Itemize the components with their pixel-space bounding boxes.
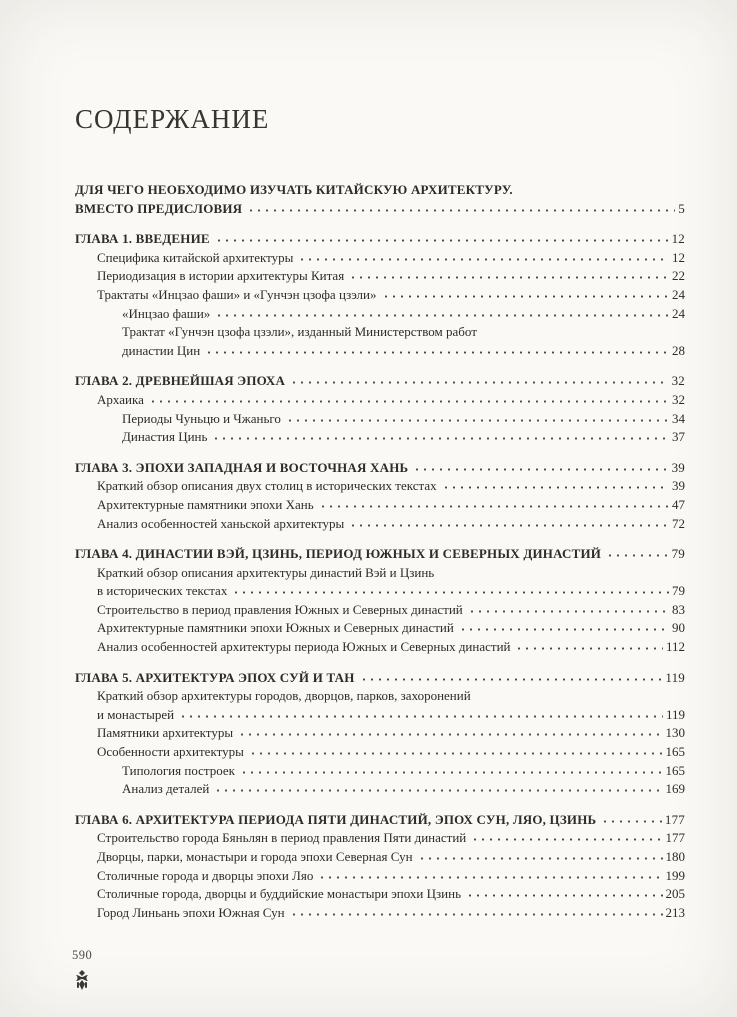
toc-page-number: 119 — [665, 706, 685, 722]
toc-entry-label: и монастырей — [97, 706, 175, 722]
dot-leader — [349, 518, 669, 528]
toc-entry-label: Особенности архитектуры — [97, 744, 244, 760]
toc-entry — [75, 249, 685, 268]
dot-leader — [238, 728, 662, 738]
toc-entry-label: Анализ деталей — [122, 781, 210, 797]
dot-leader — [247, 203, 675, 213]
dot-leader — [413, 462, 668, 472]
toc-entry — [75, 638, 685, 657]
toc-entry-label: «Инцзао фаши» — [122, 305, 211, 321]
toc-page-number: 213 — [665, 904, 685, 920]
dot-leader — [290, 376, 668, 386]
toc-entry-line — [97, 638, 685, 657]
toc-page-number: 34 — [672, 410, 685, 426]
toc-entry — [75, 286, 685, 305]
dot-leader — [601, 814, 662, 824]
page-content — [75, 0, 685, 922]
dot-leader — [382, 289, 670, 299]
toc-entry-line — [75, 669, 685, 688]
toc-list — [75, 181, 685, 922]
toc-page-number: 112 — [665, 639, 685, 655]
toc-page-number: 24 — [672, 286, 685, 302]
toc-entry-line — [122, 428, 685, 447]
toc-entry-label: Строительство в период правления Южных и Северных династий — [97, 601, 463, 617]
toc-page-number: 22 — [672, 268, 685, 284]
dot-leader — [214, 783, 662, 793]
toc-entry-line — [75, 230, 685, 249]
toc-entry — [75, 885, 685, 904]
toc-entry-label: Периодизация в истории архитектуры Китая — [97, 268, 345, 284]
toc-entry-label: династии Цин — [122, 342, 201, 358]
toc-entry-label: Династия Цинь — [122, 429, 208, 445]
dot-leader — [290, 907, 663, 917]
toc-entry-label: Анализ особенностей архитектуры периода Южных и Северных династий — [97, 639, 511, 655]
toc-page-number: 177 — [664, 811, 685, 827]
toc-entry — [75, 515, 685, 534]
toc-entry-label: Краткий обзор архитектуры городов, дворцов, парков, захоронений — [97, 688, 471, 704]
toc-entry — [75, 669, 685, 688]
toc-page-number: 83 — [672, 601, 685, 617]
toc-entry — [75, 564, 685, 601]
toc-entry-label: Краткий обзор описания двух столиц в исторических текстах — [97, 478, 437, 494]
toc-entry-line — [97, 619, 685, 638]
dot-leader — [471, 833, 662, 843]
toc-entry-line — [122, 342, 685, 361]
toc-entry-line — [75, 811, 685, 830]
dot-leader — [606, 548, 668, 558]
folio-number: 590 — [72, 948, 93, 962]
toc-page-number: 130 — [665, 725, 685, 741]
toc-entry-line — [97, 496, 685, 515]
toc-entry-label: Специфика китайской архитектуры — [97, 249, 294, 265]
toc-entry-line — [75, 200, 685, 219]
toc-entry — [75, 829, 685, 848]
toc-entry — [75, 496, 685, 515]
toc-page-number: 72 — [672, 515, 685, 531]
toc-page-number: 205 — [665, 886, 685, 902]
dot-leader — [205, 345, 669, 355]
toc-entry — [75, 724, 685, 743]
dot-leader — [232, 586, 669, 596]
toc-entry — [75, 811, 685, 830]
toc-entry-line — [122, 410, 685, 429]
toc-entry — [75, 904, 685, 923]
toc-page-number: 5 — [678, 200, 685, 216]
dot-leader — [466, 888, 663, 898]
toc-entry — [75, 323, 685, 360]
dot-leader — [459, 623, 669, 633]
toc-entry-label: ГЛАВА 3. ЭПОХИ ЗАПАДНАЯ И ВОСТОЧНАЯ ХАНЬ — [75, 459, 409, 475]
toc-entry-line — [97, 582, 685, 601]
toc-entry — [75, 230, 685, 249]
dot-leader — [298, 252, 669, 262]
dot-leader — [240, 765, 662, 775]
toc-entry-line — [97, 706, 685, 725]
toc-entry-line — [97, 724, 685, 743]
toc-entry — [75, 410, 685, 429]
toc-entry-label: Столичные города и дворцы эпохи Ляо — [97, 867, 314, 883]
toc-entry — [75, 867, 685, 886]
printers-mark-icon — [74, 969, 90, 991]
toc-page-number: 47 — [672, 496, 685, 512]
toc-entry-line — [75, 181, 685, 200]
toc-page-number: 24 — [672, 305, 685, 321]
toc-entry-label: Трактаты «Инцзао фаши» и «Гунчэн цзофа цзэли» — [97, 286, 377, 302]
toc-entry-label: Строительство города Бяньлян в период правления Пяти династий — [97, 830, 467, 846]
toc-entry-label: ГЛАВА 4. ДИНАСТИИ ВЭЙ, ЦЗИНЬ, ПЕРИОД ЮЖНЫХ И СЕВЕРНЫХ ДИНАСТИЙ — [75, 546, 602, 562]
dot-leader — [212, 431, 669, 441]
toc-entry-line — [75, 545, 685, 564]
toc-entry-line — [97, 391, 685, 410]
toc-entry-label: Архитектурные памятники эпохи Хань — [97, 496, 314, 512]
toc-entry — [75, 477, 685, 496]
dot-leader — [468, 604, 669, 614]
dot-leader — [515, 641, 662, 651]
toc-entry — [75, 459, 685, 478]
dot-leader — [349, 271, 669, 281]
toc-entry-label: Периоды Чуньцю и Чжаньго — [122, 410, 281, 426]
toc-entry — [75, 762, 685, 781]
toc-entry-line — [97, 904, 685, 923]
toc-entry-label: Дворцы, парки, монастыри и города эпохи Северная Сун — [97, 849, 413, 864]
toc-page-number: 180 — [665, 849, 685, 864]
toc-page-number: 119 — [665, 669, 685, 685]
toc-entry-line — [122, 780, 685, 799]
toc-entry — [75, 305, 685, 324]
toc-entry-line — [97, 743, 685, 762]
dot-leader — [318, 870, 662, 880]
toc-entry-line — [122, 305, 685, 324]
toc-entry-line — [97, 249, 685, 268]
toc-entry-line — [97, 515, 685, 534]
toc-page-number: 79 — [671, 546, 685, 562]
dot-leader — [286, 413, 669, 423]
toc-entry-label: ГЛАВА 6. АРХИТЕКТУРА ПЕРИОДА ПЯТИ ДИНАСТИЙ, ЭПОХ СУН, ЛЯО, ЦЗИНЬ — [75, 811, 597, 827]
toc-entry-label: Памятники архитектуры — [97, 725, 234, 741]
toc-entry-label: ДЛЯ ЧЕГО НЕОБХОДИМО ИЗУЧАТЬ КИТАЙСКУЮ АРХИТЕКТУРУ. — [75, 182, 513, 197]
toc-entry-line — [97, 687, 685, 706]
toc-entry-label: Город Линьань эпохи Южная Сун — [97, 904, 285, 920]
toc-entry — [75, 687, 685, 724]
toc-page-number: 177 — [665, 830, 685, 846]
dot-leader — [319, 499, 669, 509]
toc-page-number: 199 — [665, 867, 685, 883]
toc-page-number: 39 — [671, 459, 685, 475]
toc-entry — [75, 545, 685, 564]
dot-leader — [179, 709, 663, 719]
toc-entry-line — [97, 885, 685, 904]
toc-entry-label: ГЛАВА 2. ДРЕВНЕЙШАЯ ЭПОХА — [75, 373, 286, 389]
toc-entry — [75, 601, 685, 620]
toc-entry-line — [97, 286, 685, 305]
toc-entry-label: Типология построек — [122, 762, 236, 778]
toc-entry — [75, 848, 685, 867]
dot-leader — [149, 394, 669, 404]
toc-entry-label: в исторических текстах — [97, 583, 228, 599]
toc-entry-line — [75, 372, 685, 391]
toc-entry-label: ВМЕСТО ПРЕДИСЛОВИЯ — [75, 200, 243, 216]
toc-page-number: 165 — [665, 762, 685, 778]
toc-entry-line — [97, 829, 685, 848]
dot-leader — [249, 746, 663, 756]
toc-page-number: 28 — [672, 342, 685, 358]
dot-leader — [360, 672, 663, 682]
toc-entry-line — [97, 601, 685, 620]
dot-leader — [215, 308, 669, 318]
dot-leader — [215, 233, 669, 243]
toc-entry — [75, 267, 685, 286]
toc-entry — [75, 372, 685, 391]
toc-entry-line — [97, 848, 685, 867]
toc-page-number: 32 — [672, 391, 685, 407]
toc-entry-line — [97, 867, 685, 886]
toc-entry-label: Анализ особенностей ханьской архитектуры — [97, 515, 345, 531]
toc-entry — [75, 181, 685, 218]
toc-entry-label: ГЛАВА 5. АРХИТЕКТУРА ЭПОХ СУЙ И ТАН — [75, 669, 355, 685]
dot-leader — [442, 481, 669, 491]
toc-entry-line — [122, 762, 685, 781]
toc-page-number: 165 — [665, 744, 685, 760]
toc-page-number: 79 — [672, 583, 685, 599]
toc-page-number: 39 — [672, 478, 685, 494]
page-title: СОДЕРЖАНИЕ — [75, 104, 270, 134]
toc-page-number: 32 — [671, 373, 685, 389]
toc-entry — [75, 780, 685, 799]
toc-page-number: 12 — [671, 231, 685, 247]
toc-entry-line — [97, 267, 685, 286]
toc-page-number: 169 — [665, 781, 685, 797]
toc-entry-label: Краткий обзор описания архитектуры династий Вэй и Цзинь — [97, 564, 435, 580]
toc-entry-line — [75, 459, 685, 478]
toc-entry — [75, 391, 685, 410]
toc-entry — [75, 428, 685, 447]
page-footer — [72, 948, 92, 991]
toc-entry-label: Столичные города, дворцы и буддийские монастыри эпохи Цзинь — [97, 886, 461, 902]
toc-entry-label: ГЛАВА 1. ВВЕДЕНИЕ — [75, 231, 210, 247]
dot-leader — [418, 851, 663, 861]
toc-page-number: 90 — [672, 620, 685, 636]
toc-entry-line — [122, 323, 685, 342]
toc-entry-label: Трактат «Гунчэн цзофа цзэли», изданный Министерством работ — [122, 324, 477, 340]
toc-entry — [75, 619, 685, 638]
toc-page-number: 37 — [672, 429, 685, 445]
toc-entry — [75, 743, 685, 762]
toc-entry-label: Архитектурные памятники эпохи Южных и Северных династий — [97, 620, 454, 636]
toc-entry-line — [97, 564, 685, 583]
toc-entry-line — [97, 477, 685, 496]
toc-page-number: 12 — [672, 249, 685, 265]
toc-entry-label: Архаика — [97, 391, 144, 407]
